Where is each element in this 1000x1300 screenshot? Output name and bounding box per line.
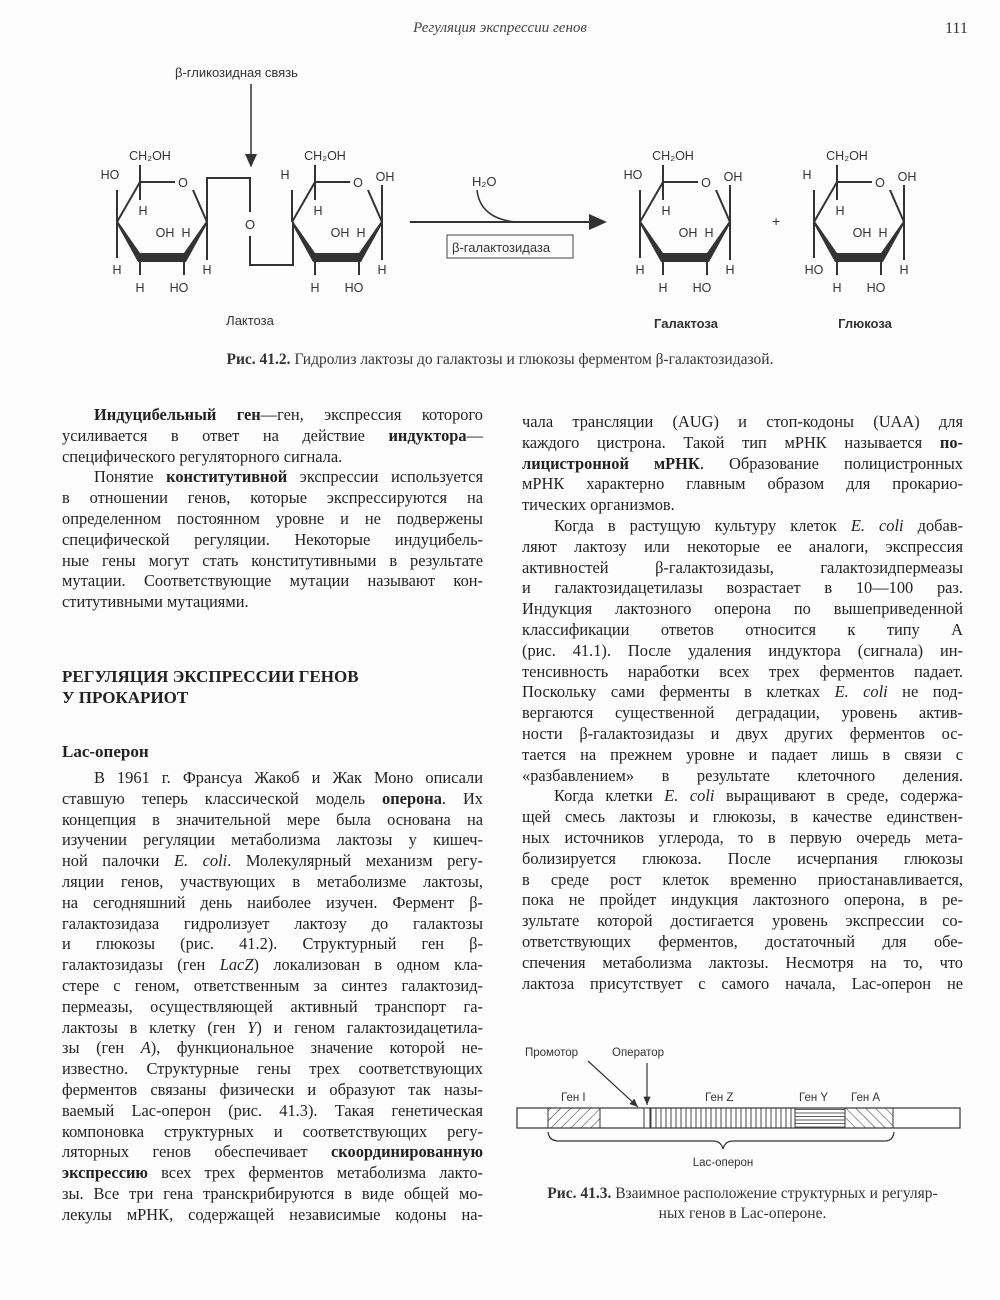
gene-i-label: Ген I — [561, 1092, 586, 1104]
text-line — [522, 828, 963, 849]
substituent-label: H — [280, 168, 290, 182]
text-line — [522, 974, 963, 995]
text-run: лекулы мРНК, содержащей независимые кодоны на- — [62, 1204, 483, 1224]
text-line — [522, 890, 963, 911]
substituent-label: H — [725, 263, 735, 277]
text-run: галактозидазы (ген — [62, 955, 220, 975]
substituent-label: OH — [375, 170, 395, 184]
text-line — [62, 934, 483, 955]
lactose-label: Лактоза — [226, 313, 274, 328]
text-run: ной палочки — [62, 851, 174, 871]
text-run: мутации. Соответствующие мутации называют кон- — [62, 571, 483, 591]
operon-brace — [548, 1132, 894, 1149]
text-line — [522, 849, 963, 870]
text-run: на сегодняшний день наиболее изучен. Фермент β- — [62, 892, 483, 912]
text-run: мРНК характерно главным образом для прокарио- — [522, 474, 963, 494]
substituent-label: HO — [804, 263, 824, 277]
text-run: ответствующих ферментов, достаточный для обе- — [522, 931, 963, 951]
text-run: . Их — [441, 788, 483, 808]
text-line — [522, 766, 963, 787]
text-line — [62, 1080, 483, 1101]
substituent-label: O — [701, 176, 711, 190]
running-title: Регуляция экспрессии генов — [413, 20, 587, 36]
text-line — [62, 426, 483, 447]
text-run: специфической регуляции. Некоторые индуцибель- — [62, 529, 483, 549]
substituent-label: H — [135, 281, 145, 295]
text-line — [62, 447, 483, 468]
substituent-label: OH — [852, 226, 872, 240]
galactose-label: Галактоза — [654, 316, 718, 331]
substituent-label: HO — [692, 281, 712, 295]
text-line — [522, 786, 963, 807]
ring-bond — [117, 182, 207, 222]
italic-term: Y — [247, 1017, 257, 1037]
substituent-label: H — [832, 281, 842, 295]
text-run: . Образование полицистронных — [699, 453, 963, 473]
water-label: H₂O — [472, 174, 497, 189]
substituent-label: H — [112, 263, 122, 277]
text-run: Когда клетки — [554, 786, 665, 806]
ring-bond — [292, 182, 382, 222]
text-line — [62, 872, 483, 893]
figure-41-3-caption — [522, 1184, 963, 1224]
substituent-label: HO — [623, 168, 643, 182]
text-run: в среде рост клеток временно приостанавливается, — [522, 869, 963, 889]
subheading-lac-operon: Lac-оперон — [62, 742, 149, 761]
text-line — [522, 953, 963, 974]
italic-term: E. coli — [173, 851, 228, 871]
text-line — [522, 433, 963, 454]
text-line — [522, 703, 963, 724]
text-run: — — [466, 425, 483, 445]
text-line — [522, 495, 963, 516]
text-run: галактозидаза гидролизует лактозу до галактозы — [62, 913, 483, 933]
left-paragraphs-1 — [62, 405, 483, 613]
text-run: вергаются существенной деградации, уровень актив- — [522, 703, 963, 723]
text-run: в отношении генов, которые экспрессируются на — [62, 488, 483, 508]
text-line — [522, 412, 963, 433]
italic-term: LacZ — [219, 955, 254, 975]
text-run: всех трех ферментов метаболизма лакто- — [147, 1163, 483, 1183]
substituent-label: CH₂OH — [304, 149, 346, 163]
text-line — [62, 1163, 483, 1184]
text-line — [62, 1059, 483, 1080]
substituent-label: H — [310, 281, 320, 295]
italic-term: E. coli — [850, 515, 904, 535]
text-line — [522, 932, 963, 953]
text-line — [62, 592, 483, 613]
text-line — [522, 454, 963, 475]
bold-term: экспрессию — [62, 1163, 148, 1183]
text-line — [62, 488, 483, 509]
text-line — [62, 1101, 483, 1122]
bold-term: скоординированную — [331, 1142, 483, 1162]
text-run: известно. Структурные гены трех соответствующих — [62, 1059, 483, 1079]
text-run: активностей β-галактозидазы, галактозидпермеазы — [522, 557, 963, 577]
text-run: ) локализован в одном кла- — [253, 955, 484, 975]
text-run: компоновка структурных и соответствующих регу- — [62, 1121, 483, 1141]
text-run: классификации ответов относится к типу А — [522, 619, 963, 639]
text-line — [522, 724, 963, 745]
glycosidic-bond-label: β-гликозидная связь — [175, 65, 298, 80]
substituent-label: OH — [723, 170, 743, 184]
glucose-label: Глюкоза — [838, 316, 892, 331]
gene-a-segment — [845, 1108, 893, 1128]
caption-label: Рис. 41.3. — [547, 1185, 612, 1202]
caption-text: Гидролиз лактозы до галактозы и глюкозы ферментом β-галактозидазой. — [290, 351, 774, 368]
substituent-label: H — [138, 204, 148, 218]
text-run: Индукция лактозного оперона по вышеприведенной — [522, 599, 963, 619]
section-heading — [62, 666, 359, 708]
figure-41-3-lac-operon — [505, 1035, 975, 1180]
substituent-label: HO — [866, 281, 886, 295]
text-line — [522, 870, 963, 891]
text-line — [522, 599, 963, 620]
ring-bond — [814, 182, 904, 222]
italic-term: A — [140, 1038, 151, 1058]
bold-term: по- — [939, 432, 963, 452]
substituent-label: H — [181, 226, 191, 240]
text-run: ные гены могут стать конститутивными в результате — [62, 550, 483, 570]
text-run: специфического регуляторного сигнала. — [62, 446, 343, 466]
text-run: выращивают в среде, содержа- — [714, 786, 964, 806]
text-run: ваемый Lac-оперон (рис. 41.3). Такая генетическая — [62, 1100, 483, 1120]
text-line — [522, 682, 963, 703]
ring-bond — [640, 182, 730, 222]
text-run: пока не пройдет индукция лактозного оперона, в ре- — [522, 890, 963, 910]
gene-i-segment — [548, 1108, 600, 1128]
ring-lactose-glucose-unit — [280, 149, 394, 295]
text-line — [62, 551, 483, 572]
text-run: ляторных генов обеспечивает — [62, 1142, 332, 1162]
text-run: концепция в значительной мере была основана на — [62, 809, 483, 829]
substituent-label: H — [878, 226, 888, 240]
text-run: пермеазы, осуществляющей активный транспорт га- — [62, 996, 483, 1016]
caption-text-1: Взаимное расположение структурных и регуляр- — [611, 1185, 938, 1202]
substituent-label: HO — [169, 281, 189, 295]
text-run: лактоза присутствует с самого начала, Lac-оперон не — [522, 973, 963, 993]
text-run: ферментов связаны физически и образуют так назы- — [62, 1079, 483, 1099]
right-paragraphs — [522, 412, 963, 994]
substituent-label: CH₂OH — [826, 149, 868, 163]
text-line — [62, 768, 483, 789]
promoter-label: Промотор — [525, 1047, 579, 1059]
text-line — [62, 830, 483, 851]
text-line — [522, 516, 963, 537]
text-run: и глюкозы (рис. 41.2). Структурный ген β- — [62, 934, 483, 954]
text-run: спечения метаболизма лактозы. Несмотря на то, что — [522, 952, 963, 972]
text-run: ности β-галактозидазы и двух других ферментов ос- — [522, 723, 963, 743]
substituent-label: H — [635, 263, 645, 277]
text-run: тенсивность наработки всех трех ферментов падает. — [522, 661, 963, 681]
text-line — [62, 1142, 483, 1163]
text-line — [522, 662, 963, 683]
text-line — [522, 911, 963, 932]
gene-y-label: Ген Y — [799, 1092, 829, 1104]
text-run: каждого цистрона. Такой тип мРНК называется — [522, 432, 940, 452]
gene-z-segment — [650, 1108, 795, 1128]
text-line — [62, 509, 483, 530]
substituent-label: H — [356, 226, 366, 240]
substituent-label: O — [353, 176, 363, 190]
text-line — [62, 1184, 483, 1205]
substituent-label: HO — [344, 281, 364, 295]
text-run: ляют лактозу или некоторые ее аналоги, экспрессия — [522, 536, 963, 556]
text-run: ляции генов, участвующих в метаболизме лактозы, — [62, 871, 483, 891]
plus-sign: + — [772, 213, 781, 229]
substituent-label: CH₂OH — [129, 149, 171, 163]
figure-41-2-caption — [0, 351, 1000, 369]
text-run: Когда в растущую культуру клеток — [554, 515, 851, 535]
substituent-label: O — [178, 176, 188, 190]
text-line — [62, 914, 483, 935]
text-run: изучении регуляции метаболизма лактозы у кишеч- — [62, 830, 483, 850]
substituent-label: OH — [155, 226, 175, 240]
page-number: 111 — [945, 20, 968, 37]
text-run: ), функциональное значение которой не- — [150, 1038, 483, 1058]
bold-term: индуктора — [388, 425, 467, 445]
text-run: ных источников углерода, то в первую очередь мета- — [522, 827, 963, 847]
substituent-label: H — [835, 204, 845, 218]
operon-label: Lac-оперон — [692, 1157, 754, 1169]
text-line — [62, 467, 483, 488]
text-run: . Молекулярный механизм регу- — [227, 851, 483, 871]
text-run: зы. Все три гена транскрибируются в виде общей мо- — [62, 1183, 483, 1203]
text-run: Понятие — [94, 467, 167, 487]
text-run: экспрессии используется — [287, 467, 483, 487]
ring-lactose-galactose-unit — [101, 149, 212, 295]
text-run: не под- — [887, 682, 963, 702]
text-run: Поскольку сами ферменты в клетках — [522, 682, 835, 702]
text-run: тается на прежнем уровне и падает лишь в связи с — [522, 744, 963, 764]
text-line — [522, 620, 963, 641]
text-run: ститутивными мутациями. — [62, 592, 249, 612]
substituent-label: HO — [100, 168, 120, 182]
substituent-label: H — [802, 168, 812, 182]
gene-a-label: Ген A — [851, 1092, 881, 1104]
bridge-oxygen: O — [244, 217, 256, 232]
text-line — [62, 976, 483, 997]
text-line — [522, 537, 963, 558]
left-paragraphs-2 — [62, 768, 483, 1226]
text-line — [522, 807, 963, 828]
text-line — [522, 578, 963, 599]
text-line — [62, 810, 483, 831]
substituent-label: H — [704, 226, 714, 240]
text-run: усиливается в ответ на действие — [62, 425, 389, 445]
substituent-label: H — [661, 204, 671, 218]
operator-segment — [644, 1108, 650, 1128]
text-line — [522, 474, 963, 495]
ring-galactose — [624, 149, 743, 295]
bold-term: конститутивной — [166, 467, 288, 487]
text-line — [62, 789, 483, 810]
substituent-label: H — [658, 281, 668, 295]
text-line — [522, 558, 963, 579]
bold-term: Индуцибельный ген — [94, 405, 261, 424]
figure-41-2-lactose-hydrolysis — [0, 0, 1000, 345]
text-line — [62, 955, 483, 976]
substituent-label: CH₂OH — [652, 149, 694, 163]
text-run: добав- — [903, 515, 963, 535]
text-line — [62, 1122, 483, 1143]
italic-term: E. coli — [664, 786, 715, 806]
text-run: ) и геном галактозидацетила- — [256, 1017, 483, 1037]
substituent-label: H — [899, 263, 909, 277]
ring-glucose — [802, 149, 916, 295]
text-run: тических организмов. — [522, 495, 675, 515]
text-run: зультате которой достигается уровень экспрессии со- — [522, 911, 963, 931]
text-line — [522, 641, 963, 662]
text-run: ставшую теперь классической модель — [62, 788, 383, 808]
text-run: и галактозидацетилазы возрастает в 10—100 раз. — [522, 578, 963, 598]
bold-term: оперона — [382, 788, 442, 808]
text-line — [522, 745, 963, 766]
substituent-label: OH — [897, 170, 917, 184]
text-run: стере с геном, ответственным за синтез галактозид- — [62, 975, 483, 995]
caption-label: Рис. 41.2. — [226, 351, 291, 368]
gene-y-segment — [795, 1108, 845, 1128]
text-line — [62, 1038, 483, 1059]
promoter-arrow — [588, 1061, 638, 1107]
caption-text-2: ных генов в Lac-опероне. — [658, 1205, 827, 1222]
substituent-label: OH — [330, 226, 350, 240]
section-heading-line-2: У ПРОКАРИОТ — [62, 688, 189, 707]
text-line — [62, 997, 483, 1018]
text-run: (рис. 41.1). После удаления индуктора (сигнала) ин- — [522, 640, 963, 660]
text-run: зы (ген — [62, 1038, 141, 1058]
text-line — [62, 1018, 483, 1039]
substituent-label: O — [875, 176, 885, 190]
substituent-label: H — [313, 204, 323, 218]
bold-term: лицистронной мРНК — [522, 453, 700, 473]
text-run: лактозы в клетку (ген — [62, 1017, 248, 1037]
text-line — [62, 1205, 483, 1226]
text-run: болизируется глюкоза. После исчерпания глюкозы — [522, 848, 963, 868]
enzyme-label: β-галактозидаза — [452, 240, 551, 255]
section-heading-line-1: РЕГУЛЯЦИЯ ЭКСПРЕССИИ ГЕНОВ — [62, 667, 359, 686]
text-run: —ген, экспрессия которого — [260, 405, 483, 424]
gene-z-label: Ген Z — [705, 1092, 734, 1104]
text-line — [62, 530, 483, 551]
water-curve — [477, 190, 515, 222]
text-run: «разбавлением» в результате клеточного деления. — [522, 765, 963, 785]
operator-label: Оператор — [612, 1047, 665, 1059]
text-line — [62, 405, 483, 426]
substituent-label: H — [202, 263, 212, 277]
text-line — [62, 893, 483, 914]
text-run: щей смесь лактозы и глюкозы, в качестве единствен- — [522, 807, 963, 827]
text-line — [62, 851, 483, 872]
substituent-label: H — [377, 263, 387, 277]
text-run: В 1961 г. Франсуа Жакоб и Жак Моно описали — [94, 768, 483, 787]
text-run: чала трансляции (AUG) и стоп-кодоны (UAA) для — [522, 412, 963, 431]
italic-term: E. coli — [834, 682, 888, 702]
substituent-label: OH — [678, 226, 698, 240]
text-line — [62, 571, 483, 592]
text-run: определенном постоянном уровне и не подвержены — [62, 508, 483, 528]
